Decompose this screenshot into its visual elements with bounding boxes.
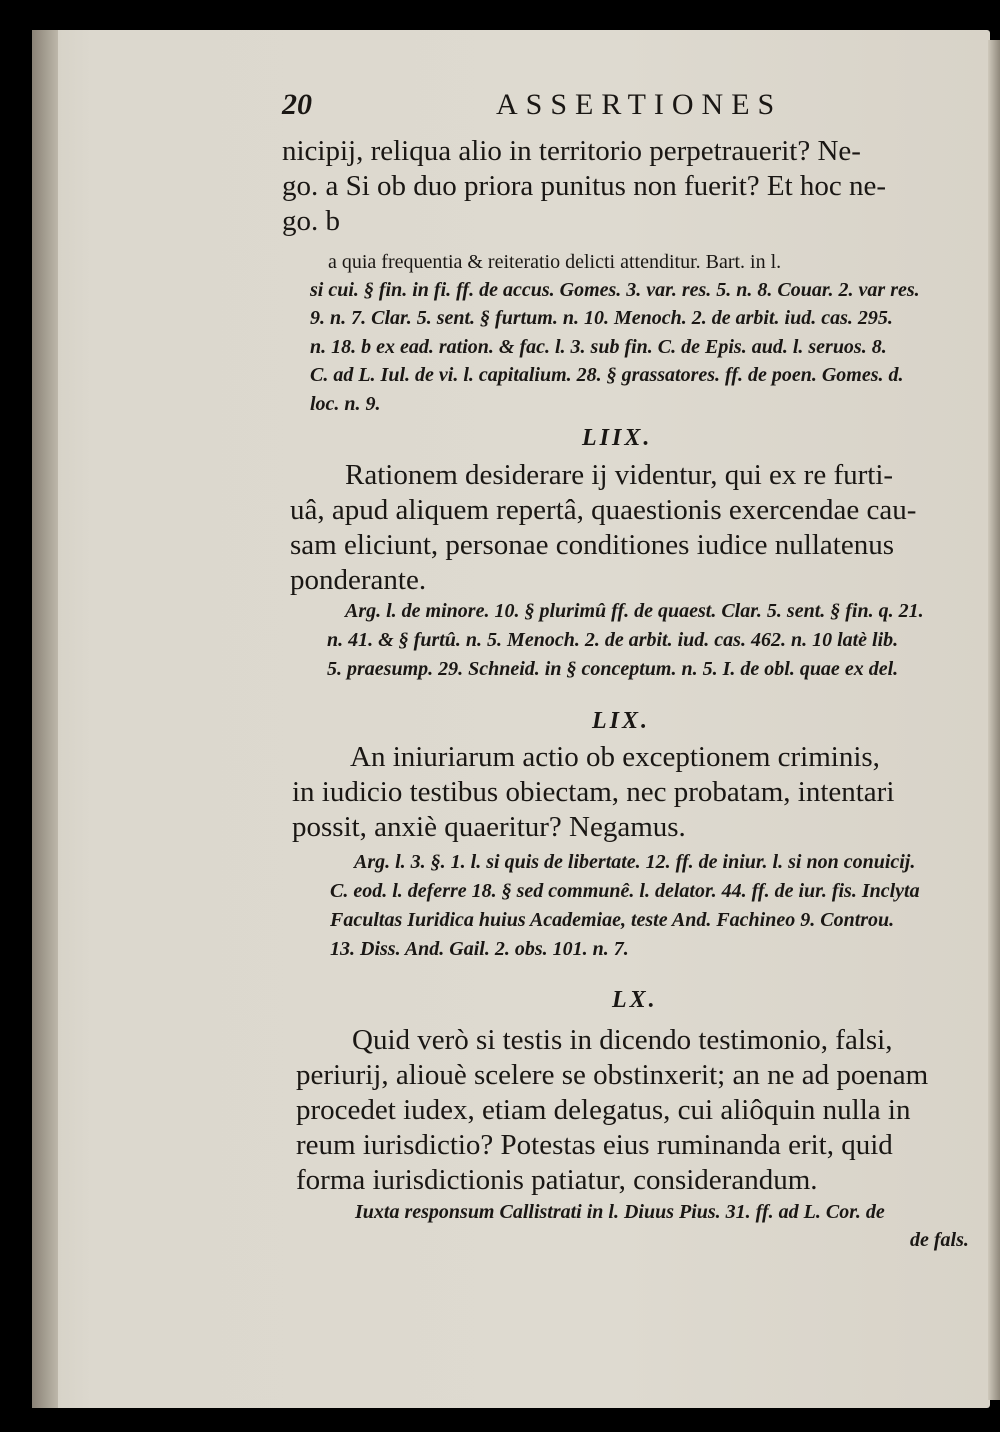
note-line: Arg. l. 3. §. 1. l. si quis de libertate. 12. ff. de iniur. l. si non conuicij.	[354, 851, 916, 873]
body-line: ponderante.	[290, 564, 427, 596]
note-line: a quia frequentia & reiteratio delicti attenditur. Bart. in l.	[328, 251, 782, 273]
body-line: possit, anxiè quaeritur? Negamus.	[292, 811, 686, 843]
section-numeral: LIIX.	[582, 425, 653, 451]
note-line: n. 41. & § furtû. n. 5. Menoch. 2. de arbit. iud. cas. 462. n. 10 latè lib.	[327, 629, 899, 651]
section-numeral: LIX.	[592, 708, 651, 734]
note-line: C. eod. l. deferre 18. § sed communê. l. delator. 44. ff. de iur. fis. Inclyta	[330, 880, 920, 902]
page-edge	[988, 40, 1000, 1400]
body-line: forma iurisdictionis patiatur, considerandum.	[296, 1164, 818, 1196]
body-line: sam eliciunt, personae conditiones iudice nullatenus	[290, 529, 895, 561]
note-line: 5. praesump. 29. Schneid. in § conceptum. n. 5. I. de obl. quae ex del.	[327, 658, 899, 680]
body-line: uâ, apud aliquem repertâ, quaestionis exercendae cau-	[290, 494, 917, 526]
page-number: 20	[282, 88, 312, 121]
section-numeral: LX.	[612, 987, 658, 1013]
running-head: ASSERTIONES	[496, 88, 783, 121]
body-line: go. a Si ob duo priora punitus non fuerit? Et hoc ne-	[282, 170, 887, 202]
body-line: procedet iudex, etiam delegatus, cui aliôquin nulla in	[296, 1094, 911, 1126]
note-line: 13. Diss. And. Gail. 2. obs. 101. n. 7.	[330, 938, 629, 960]
body-line: Quid verò si testis in dicendo testimonio, falsi,	[352, 1024, 893, 1056]
note-line: n. 18. b ex ead. ration. & fac. l. 3. sub fin. C. de Epis. aud. l. seruos. 8.	[310, 336, 887, 358]
note-line: Iuxta responsum Callistrati in l. Diuus Pius. 31. ff. ad L. Cor. de	[355, 1201, 885, 1223]
body-line: go. b	[282, 205, 340, 237]
page-gutter	[32, 30, 58, 1408]
body-line: periurij, aliouè scelere se obstinxerit; an ne ad poenam	[296, 1059, 929, 1091]
note-line: si cui. § fin. in fi. ff. de accus. Gomes. 3. var. res. 5. n. 8. Couar. 2. var res.	[310, 279, 920, 301]
catchword: de fals.	[910, 1229, 969, 1251]
note-line: loc. n. 9.	[310, 393, 381, 415]
note-line: Facultas Iuridica huius Academiae, teste And. Fachineo 9. Controu.	[330, 909, 895, 931]
note-line: 9. n. 7. Clar. 5. sent. § furtum. n. 10. Menoch. 2. de arbit. iud. cas. 295.	[310, 307, 893, 329]
body-line: An iniuriarum actio ob exceptionem criminis,	[350, 741, 880, 773]
body-line: reum iurisdictio? Potestas eius ruminanda erit, quid	[296, 1129, 893, 1161]
note-line: Arg. l. de minore. 10. § plurimû ff. de quaest. Clar. 5. sent. § fin. q. 21.	[345, 600, 924, 622]
body-line: Rationem desiderare ij videntur, qui ex re furti-	[345, 459, 894, 491]
note-line: C. ad L. Iul. de vi. l. capitalium. 28. § grassatores. ff. de poen. Gomes. d.	[310, 364, 904, 386]
body-line: nicipij, reliqua alio in territorio perpetrauerit? Ne-	[282, 135, 861, 167]
body-line: in iudicio testibus obiectam, nec probatam, intentari	[292, 776, 895, 808]
